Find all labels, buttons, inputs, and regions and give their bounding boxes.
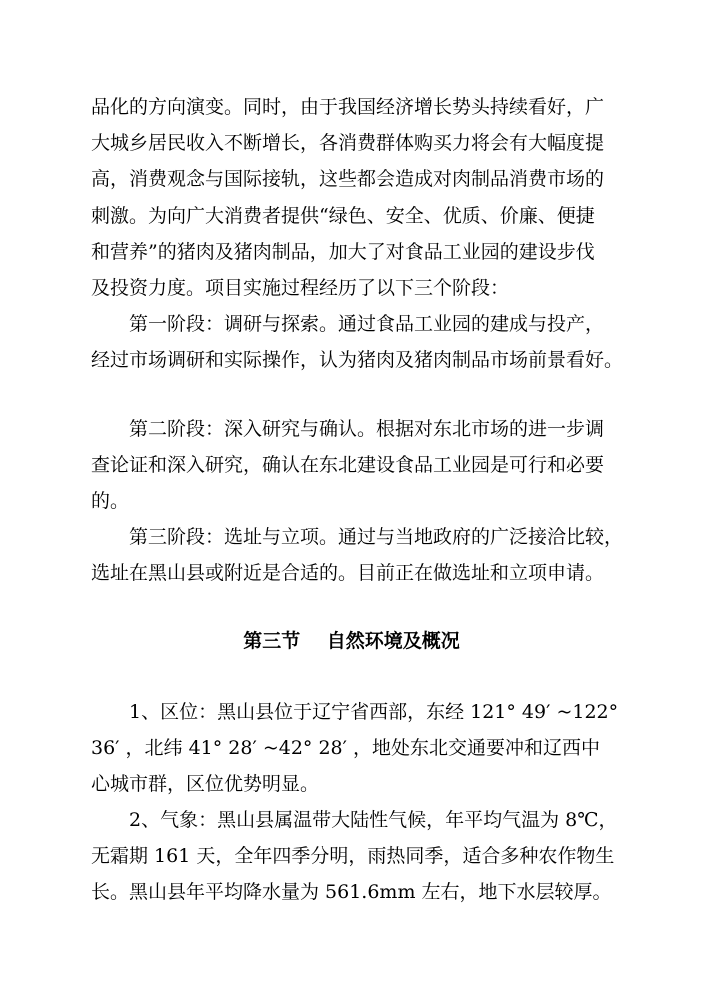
paragraph-line: 大城乡居民收入不断增长，各消费群体购买力将会有大幅度提 <box>91 132 605 154</box>
stage-three-line: 第三阶段：选址与立项。通过与当地政府的广泛接洽比较， <box>129 526 624 548</box>
location-line: 1、区位：黑山县位于辽宁省西部，东经 121° 49′ ~122° <box>129 701 619 723</box>
stage-two-line: 查论证和深入研究，确认在东北建设食品工业园是可行和必要 <box>91 454 605 476</box>
stage-two-line: 第二阶段：深入研究与确认。根据对东北市场的进一步调 <box>129 418 605 440</box>
paragraph-line: 和营养”的猪肉及猪肉制品，加大了对食品工业园的建设步伐 <box>91 241 595 263</box>
paragraph-line: 高，消费观念与国际接轨，这些都会造成对肉制品消费市场的 <box>91 168 605 190</box>
stage-one-line: 经过市场调研和实际操作，认为猪肉及猪肉制品市场前景看好。 <box>91 349 624 371</box>
section-heading: 第三节 自然环境及概况 <box>243 630 460 652</box>
paragraph-line: 品化的方向演变。同时，由于我国经济增长势头持续看好，广 <box>91 96 605 118</box>
stage-three-line: 选址在黑山县或附近是合适的。目前正在做选址和立项申请。 <box>91 562 605 584</box>
climate-line: 2、气象：黑山县属温带大陆性气候，年平均气温为 8℃， <box>129 809 618 831</box>
location-line: 36′ ，北纬 41° 28′ ~42° 28′ ，地处东北交通要冲和辽西中 <box>91 737 600 759</box>
stage-one-line: 第一阶段：调研与探索。通过食品工业园的建成与投产， <box>129 313 605 335</box>
climate-line: 长。黑山县年平均降水量为 561.6mm 左右，地下水层较厚。 <box>91 881 612 903</box>
paragraph-line: 刺激。为向广大消费者提供“绿色、安全、优质、价廉、便捷 <box>91 205 595 227</box>
climate-line: 无霜期 161 天，全年四季分明，雨热同季，适合多种农作物生 <box>91 845 615 867</box>
stage-two-line: 的。 <box>91 490 130 512</box>
location-line: 心城市群，区位优势明显。 <box>91 773 320 795</box>
paragraph-line: 及投资力度。项目实施过程经历了以下三个阶段： <box>91 277 510 299</box>
